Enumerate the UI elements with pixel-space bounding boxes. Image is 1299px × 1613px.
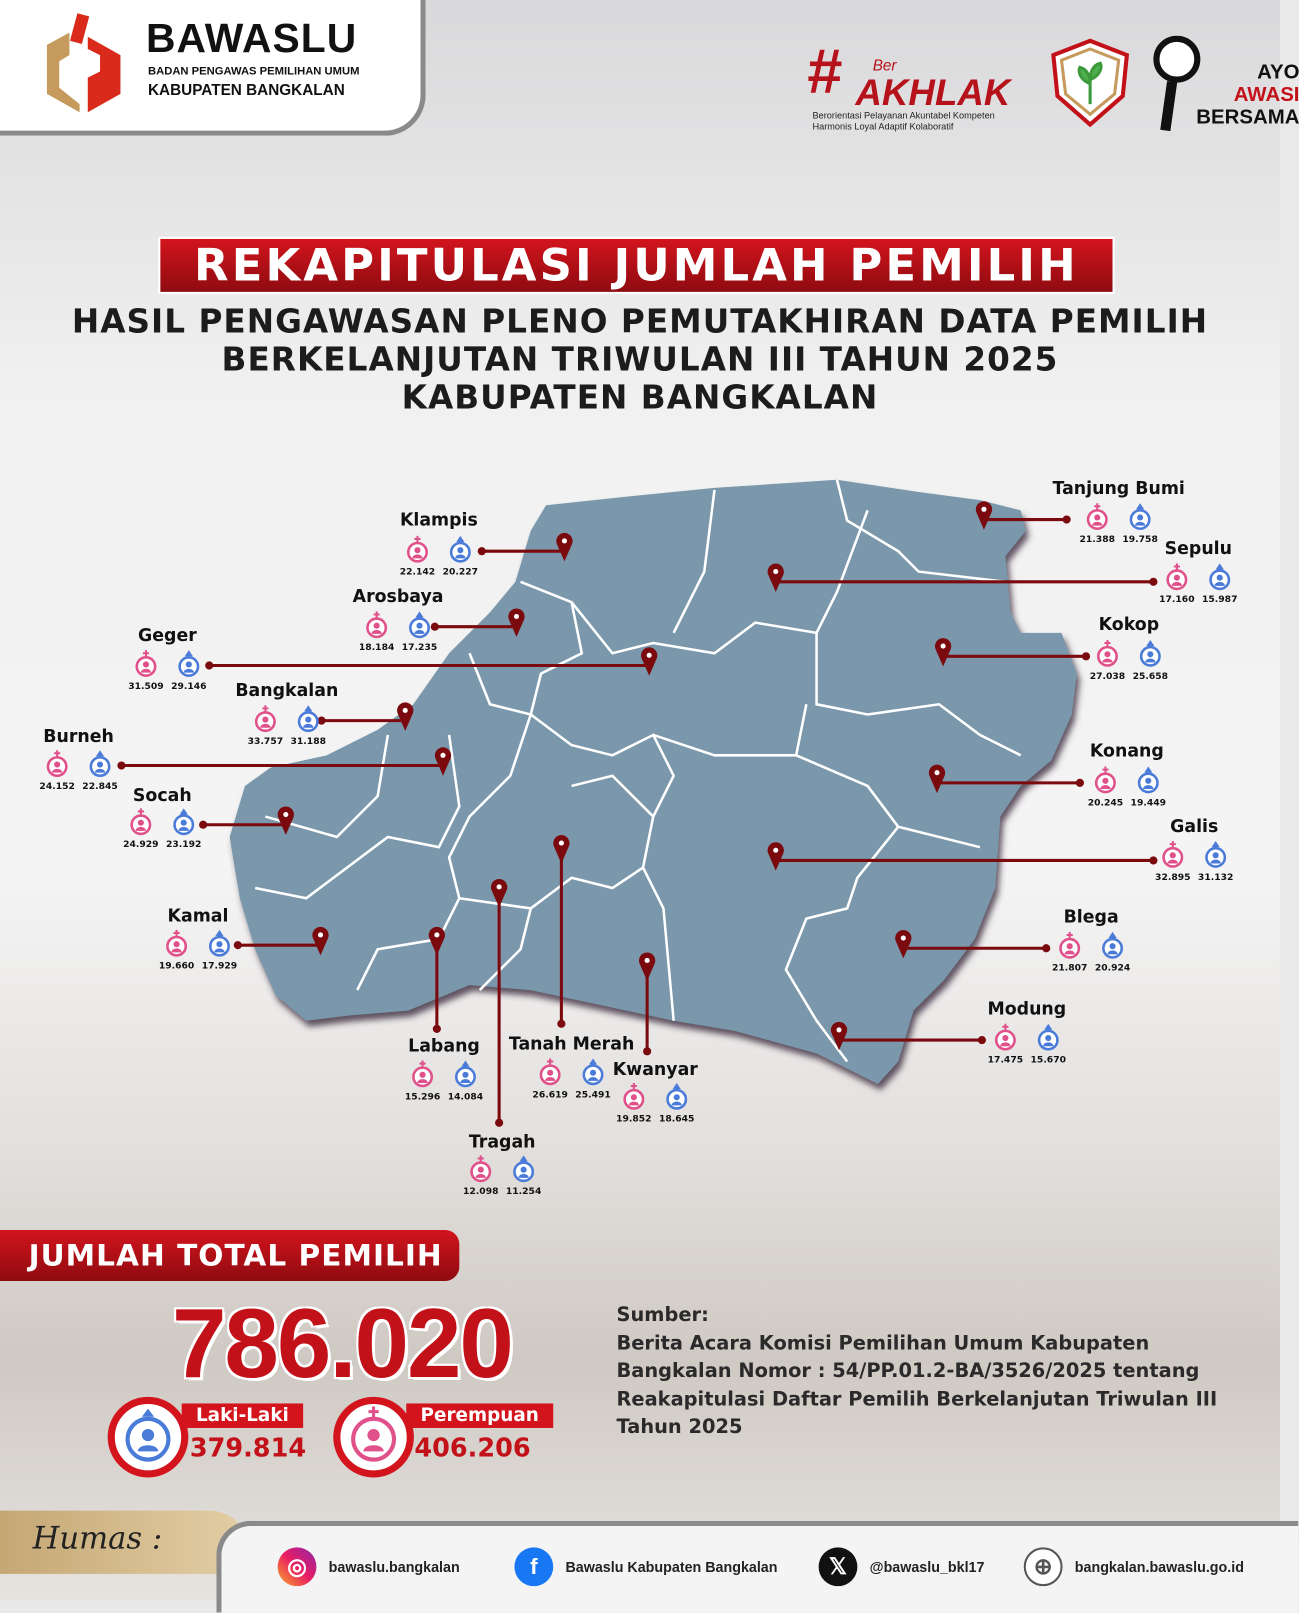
map-pin-hole (403, 708, 408, 713)
map-pin-hole (773, 848, 778, 853)
facebook-name: Bawaslu Kabupaten Bangkalan (565, 1558, 778, 1575)
male-icon (1139, 638, 1161, 669)
website-url: bangkalan.bawaslu.go.id (1074, 1558, 1244, 1575)
female-voter-count: 17.160 (1159, 595, 1195, 606)
connector-dot (978, 1036, 986, 1044)
male-icon (454, 1058, 476, 1089)
map-pin-hole (941, 644, 946, 649)
female-icon (1162, 839, 1184, 870)
female-icon (130, 806, 152, 837)
main-title: REKAPITULASI JUMLAH PEMILIH (158, 237, 1114, 294)
female-total-icon (333, 1396, 415, 1478)
brand-title: BAWASLU (145, 16, 358, 62)
male-icon (1137, 765, 1159, 796)
female-voter-count: 21.807 (1051, 963, 1088, 974)
facebook-link[interactable] (514, 1546, 777, 1587)
female-voter-count: 24.152 (39, 781, 75, 793)
male-total-value: 379.814 (189, 1433, 307, 1463)
x-icon: 𝕏 (819, 1547, 858, 1586)
map-pin-hole (934, 770, 939, 775)
female-icon (165, 928, 187, 959)
instagram-icon: ◎ (278, 1547, 317, 1586)
male-voter-count: 19.449 (1130, 798, 1167, 809)
male-voter-count: 17.929 (201, 961, 238, 972)
female-icon (406, 534, 428, 565)
male-label: Laki-Laki (182, 1403, 303, 1427)
connector-dot (643, 1047, 651, 1055)
female-voter-count: 18.184 (358, 643, 395, 654)
map-pin-hole (647, 653, 652, 658)
connector-dot (1149, 856, 1157, 864)
connector-dot (478, 547, 486, 555)
female-icon (135, 648, 157, 679)
male-icon (665, 1081, 687, 1112)
map-pin-hole (645, 958, 650, 963)
female-icon (623, 1081, 645, 1112)
map-pin-hole (318, 932, 323, 937)
male-voter-count: 11.254 (505, 1187, 542, 1198)
male-icon (449, 534, 471, 565)
district-name: Tanjung Bumi (1052, 478, 1185, 500)
female-voter-count: 26.619 (532, 1090, 568, 1101)
instagram-handle: bawaslu.bangkalan (328, 1558, 460, 1575)
connector-dot (1082, 652, 1090, 660)
male-icon (297, 703, 319, 734)
connector-dot (495, 1119, 503, 1127)
male-voter-count: 19.758 (1122, 534, 1158, 546)
female-icon (539, 1056, 561, 1087)
akhlak-tagline-2: Harmonis Loyal Adaptif Kolaboratif (812, 121, 954, 132)
male-voter-count: 15.987 (1202, 595, 1238, 606)
male-icon (178, 648, 200, 679)
district-name: Kokop (1098, 614, 1160, 635)
subtitle-line-2: BERKELANJUTAN TRIWULAN III TAHUN 2025 (221, 339, 1059, 379)
district-name: Kamal (167, 906, 229, 927)
map-pin-hole (559, 841, 564, 846)
district-name: Modung (987, 999, 1067, 1020)
map-pin-hole (773, 569, 778, 574)
akhlak-ber: Ber (872, 57, 897, 75)
connector-dot (199, 821, 207, 829)
male-voter-count: 15.670 (1030, 1055, 1066, 1066)
district-name: Geger (138, 625, 197, 647)
male-voter-count: 31.188 (290, 736, 326, 748)
female-voter-count: 27.038 (1089, 671, 1126, 682)
female-voter-count: 20.245 (1087, 798, 1124, 809)
female-icon (470, 1153, 492, 1184)
male-icon (1204, 839, 1226, 870)
source-note (617, 1301, 1250, 1441)
source-heading: Sumber: (616, 1303, 709, 1326)
female-label: Perempuan (406, 1403, 553, 1427)
akhlak-hash: # (806, 36, 842, 108)
district-name: Sepulu (1164, 538, 1232, 560)
male-icon (512, 1153, 534, 1184)
district-name: Konang (1089, 741, 1164, 762)
male-voter-count: 14.084 (447, 1092, 484, 1103)
connector-dot (431, 623, 439, 631)
male-icon (89, 748, 111, 779)
website-link[interactable] (1024, 1546, 1244, 1587)
ayo-line-2: AWASI (1233, 83, 1299, 107)
connector-dot (557, 1020, 565, 1028)
connector-dot (1063, 515, 1071, 523)
female-voter-count: 31.509 (128, 681, 164, 693)
district-name: Galis (1170, 816, 1219, 837)
akhlak-logo: AKHLAK (855, 71, 1011, 114)
connector-dot (433, 1025, 441, 1033)
district-name: Tanah Merah (508, 1033, 635, 1055)
female-voter-count: 24.929 (123, 840, 159, 851)
district-name: Tragah (468, 1131, 536, 1153)
male-voter-count: 20.924 (1094, 963, 1131, 974)
female-icon (994, 1022, 1016, 1053)
ayo-line-1: AYO (1257, 61, 1299, 84)
brand-subtitle: BADAN PENGAWAS PEMILIHAN UMUM (148, 65, 360, 78)
district-name: Kwanyar (612, 1059, 698, 1080)
connector-dot (1042, 944, 1050, 952)
female-total-value: 406.206 (414, 1433, 531, 1463)
female-voter-count: 19.852 (616, 1114, 652, 1125)
brand-region: KABUPATEN BANGKALAN (148, 81, 345, 100)
male-voter-count: 22.845 (82, 781, 118, 793)
x-link[interactable] (819, 1546, 985, 1587)
female-icon (1166, 561, 1188, 592)
connector-dot (1076, 779, 1084, 787)
instagram-link[interactable] (278, 1546, 460, 1587)
ayo-line-3: BERSAMA (1196, 106, 1299, 129)
district-name: Socah (132, 785, 192, 807)
female-icon (1086, 501, 1108, 532)
map-pin-hole (514, 614, 519, 619)
x-handle: @bawaslu_bkl17 (869, 1558, 985, 1575)
male-icon (1101, 930, 1123, 961)
total-voters-value: 786.020 (171, 1289, 512, 1399)
female-voter-count: 32.895 (1155, 872, 1191, 883)
humas-label: Humas : (32, 1520, 163, 1557)
male-voter-count: 20.227 (442, 567, 479, 578)
map-pin-hole (497, 884, 502, 889)
female-icon (1058, 930, 1080, 961)
map-pin-hole (562, 538, 567, 543)
map-pin-hole (836, 1027, 841, 1032)
female-icon (365, 609, 387, 640)
facebook-icon: f (514, 1547, 553, 1586)
source-text: Berita Acara Komisi Pemilihan Umum Kabupaten Bangkalan Nomor : 54/PP.01.2-BA/3526/2025 tentang Reakapitulasi Daftar Pemilih Berkelanjutan Triwulan III Tahun 2025 (616, 1331, 1218, 1439)
female-voter-count: 33.757 (247, 736, 284, 748)
subtitle-line-3: KABUPATEN BANGKALAN (401, 377, 879, 417)
globe-icon: ⊕ (1024, 1547, 1063, 1586)
female-icon (46, 748, 68, 779)
female-voter-count: 12.098 (463, 1187, 499, 1198)
male-icon (1129, 501, 1151, 532)
district-name: Burneh (43, 726, 114, 748)
female-voter-count: 19.660 (158, 961, 195, 972)
district-name: Klampis (399, 510, 478, 531)
male-icon (208, 928, 230, 959)
male-voter-count: 25.491 (575, 1090, 611, 1101)
male-icon (582, 1056, 604, 1087)
subtitle-line-1: HASIL PENGAWASAN PLENO PEMUTAKHIRAN DATA PEMILIH (71, 302, 1209, 341)
female-voter-count: 22.142 (399, 567, 436, 578)
female-icon (411, 1058, 433, 1089)
map-pin-hole (434, 932, 439, 937)
connector-dot (205, 661, 213, 669)
district-name: Blega (1063, 907, 1119, 928)
connector-dot (234, 941, 242, 949)
male-icon (408, 609, 430, 640)
district-name: Bangkalan (235, 680, 339, 702)
female-voter-count: 21.388 (1079, 534, 1115, 546)
map-pin-hole (981, 507, 986, 512)
male-voter-count: 29.146 (171, 681, 207, 693)
map-pin-hole (440, 753, 445, 758)
female-icon (1094, 765, 1116, 796)
connector-dot (117, 761, 125, 769)
district-name: Arosbaya (352, 586, 444, 608)
map-pin-hole (901, 935, 906, 940)
total-voters-banner: JUMLAH TOTAL PEMILIH (0, 1230, 459, 1281)
connector-dot (1149, 578, 1157, 586)
map-pin-hole (283, 812, 288, 817)
female-voter-count: 15.296 (404, 1092, 441, 1103)
female-icon (254, 703, 276, 734)
male-total-icon (107, 1396, 189, 1478)
male-voter-count: 25.658 (1132, 671, 1169, 682)
female-icon (1096, 638, 1118, 669)
district-name: Labang (408, 1036, 480, 1057)
male-voter-count: 18.645 (658, 1114, 695, 1125)
female-voter-count: 17.475 (987, 1055, 1024, 1066)
male-icon (1037, 1022, 1059, 1053)
akhlak-tagline-1: Berorientasi Pelayanan Akuntabel Kompeten (812, 110, 995, 121)
male-icon (1209, 561, 1231, 592)
male-voter-count: 17.235 (401, 643, 438, 654)
male-voter-count: 23.192 (165, 840, 202, 851)
male-voter-count: 31.132 (1197, 872, 1234, 883)
male-icon (172, 806, 194, 837)
